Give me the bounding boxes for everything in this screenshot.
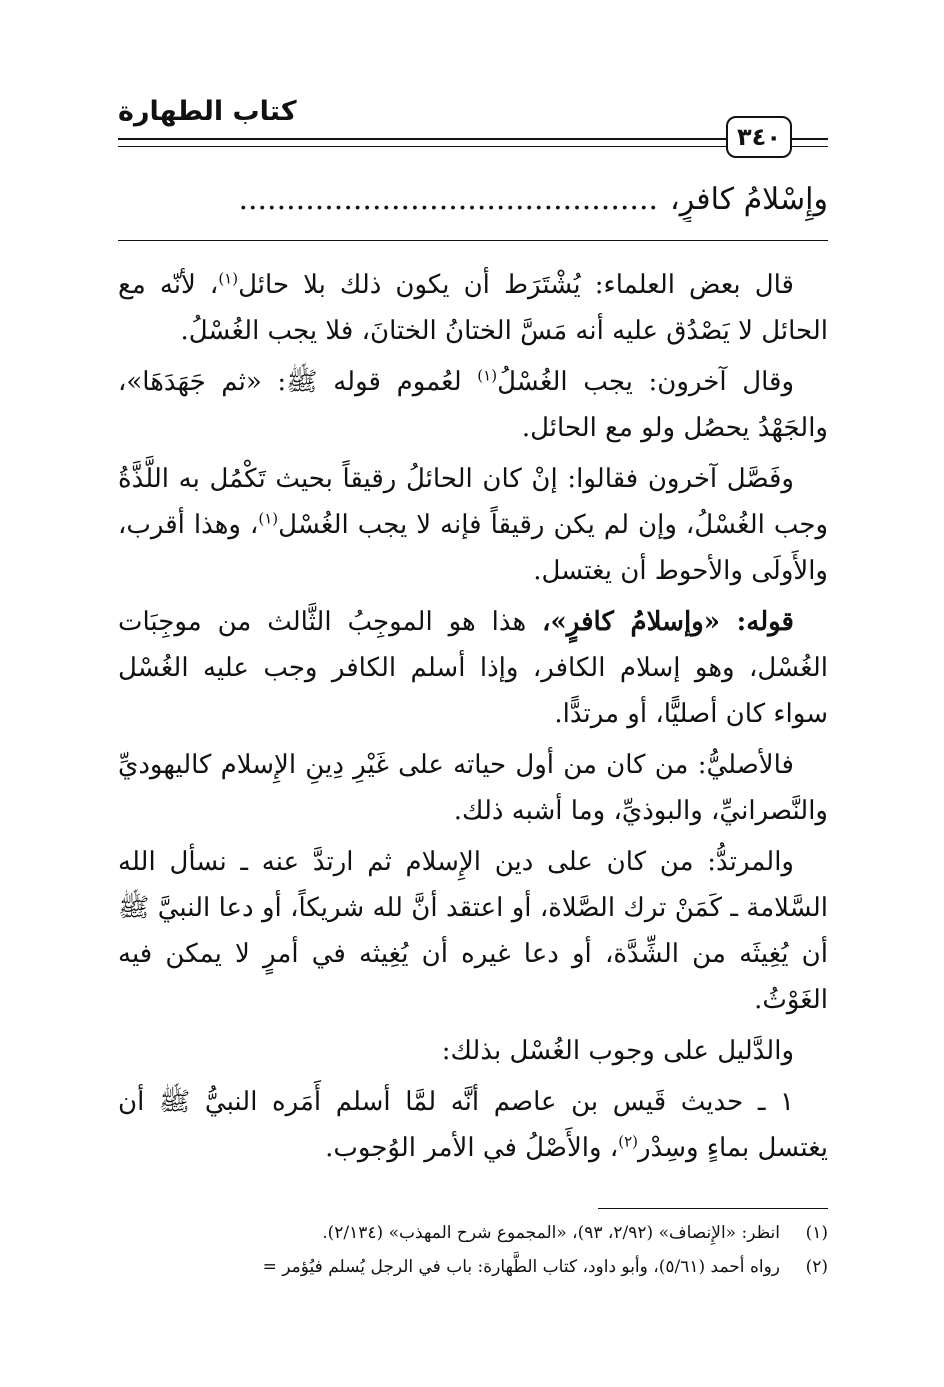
footnote-ref: (٢): [618, 1132, 638, 1151]
paragraph: [118, 1028, 828, 1074]
paragraph-text: وقال آخرون: يجب الغُسْلُ: [497, 367, 794, 397]
header-rule-right: [792, 138, 828, 140]
paragraph: [118, 742, 828, 834]
paragraph-text: والمرتدُّ: من كان على دين الإِسلام ثم ارتدَّ عنه ـ نسأل الله السَّلامة ـ كَمَنْ ترك الصَّلاة، أو اعتقد أنَّ لله شريكاً، أو دعا النبيَّ ﷺ أن يُغِيثَه من الشِّدَّة، أو دعا غيره أن يُغِيثه في أمرٍ لا يمكن فيه الغَوْثُ.: [118, 847, 828, 1015]
paragraph: [118, 839, 828, 1023]
paragraph: [118, 456, 828, 594]
header-rule-right-thin: [792, 146, 828, 147]
footnote-text: انظر: «الإِنصاف» (٢/٩٢، ٩٣)، «المجموع شرح المهذب» (٢/١٣٤).: [322, 1223, 780, 1243]
matn-line: [118, 178, 828, 222]
paragraph-text: قال بعض العلماء: يُشْتَرَط أن يكون ذلك بلا حائل: [238, 270, 794, 300]
paragraph-text: وفَصَّل آخرون فقالوا: إنْ كان الحائلُ رقيقاً بحيث تَكْمُل به اللَّذَّةُ وجب الغُسْلُ، وإن لم يكن رقيقاً فإنه لا يجب الغُسْل: [118, 464, 828, 540]
paragraph-text: فالأصليُّ: من كان من أول حياته على غَيْرِ دِينِ الإِسلام كاليهوديِّ والنَّصرانيِّ، والبوذيِّ، وما أشبه ذلك.: [118, 750, 828, 826]
quoted-matn: قوله: «وإسلامُ كافرٍ»،: [542, 607, 794, 637]
paragraph: [118, 262, 828, 354]
paragraph-text: ، وهذا أقرب، والأَولَى والأحوط أن يغتسل.: [118, 510, 828, 586]
paragraph: [118, 359, 828, 451]
paragraph-text: ١ ـ حديث قَيس بن عاصم أنَّه لمَّا أسلم أَمَره النبيُّ ﷺ أن يغتسل بماءٍ وسِدْر: [118, 1087, 828, 1163]
matn-text: وإِسْلامُ كافرٍ،: [670, 182, 828, 217]
paragraph-text: لعُموم قوله ﷺ: «ثم جَهَدَهَا»، والجَهْدُ يحصُل ولو مع الحائل.: [118, 367, 828, 443]
footnote-number: (٢): [805, 1257, 828, 1277]
header-rule: [118, 138, 726, 140]
paragraph-text: ، لأنّه مع الحائل لا يَصْدُق عليه أنه مَسَّ الختانُ الختانَ، فلا يجب الغُسْلُ.: [118, 270, 828, 346]
running-header-title: كتاب الطهارة: [118, 96, 297, 127]
commentary-body: [118, 262, 828, 1171]
paragraph-text: والدَّليل على وجوب الغُسْل بذلك:: [441, 1036, 794, 1066]
footnote: [80, 1250, 828, 1284]
header-rule-thin: [118, 146, 726, 147]
footnote: [80, 1216, 828, 1250]
matn-dots: ............................................: [238, 182, 659, 217]
footnote-text: رواه أحمد (٥/٦١)، وأبو داود، كتاب الطَّهارة: باب في الرجل يُسلم فيُؤمر =: [262, 1257, 780, 1277]
footnote-ref: (١): [258, 509, 279, 528]
paragraph-text: ، والأَصْلُ في الأمر الوُجوب.: [325, 1133, 619, 1163]
paragraph: [118, 1079, 828, 1171]
footnote-number: (١): [805, 1223, 828, 1243]
footnote-ref: (١): [477, 366, 498, 385]
footnotes: [80, 1216, 828, 1284]
matn-separator: [118, 240, 828, 241]
page-number: ٣٤٠: [726, 116, 792, 158]
footnote-ref: (١): [218, 269, 239, 288]
footnote-separator: [598, 1208, 828, 1209]
paragraph-text: هذا هو الموجِبُ الثَّالث من موجِبَات الغُسْل، وهو إسلام الكافر، وإذا أسلم الكافر وجب عليه الغُسْل سواء كان أصليًّا، أو مرتدًّا.: [118, 607, 828, 729]
paragraph: [118, 599, 828, 737]
